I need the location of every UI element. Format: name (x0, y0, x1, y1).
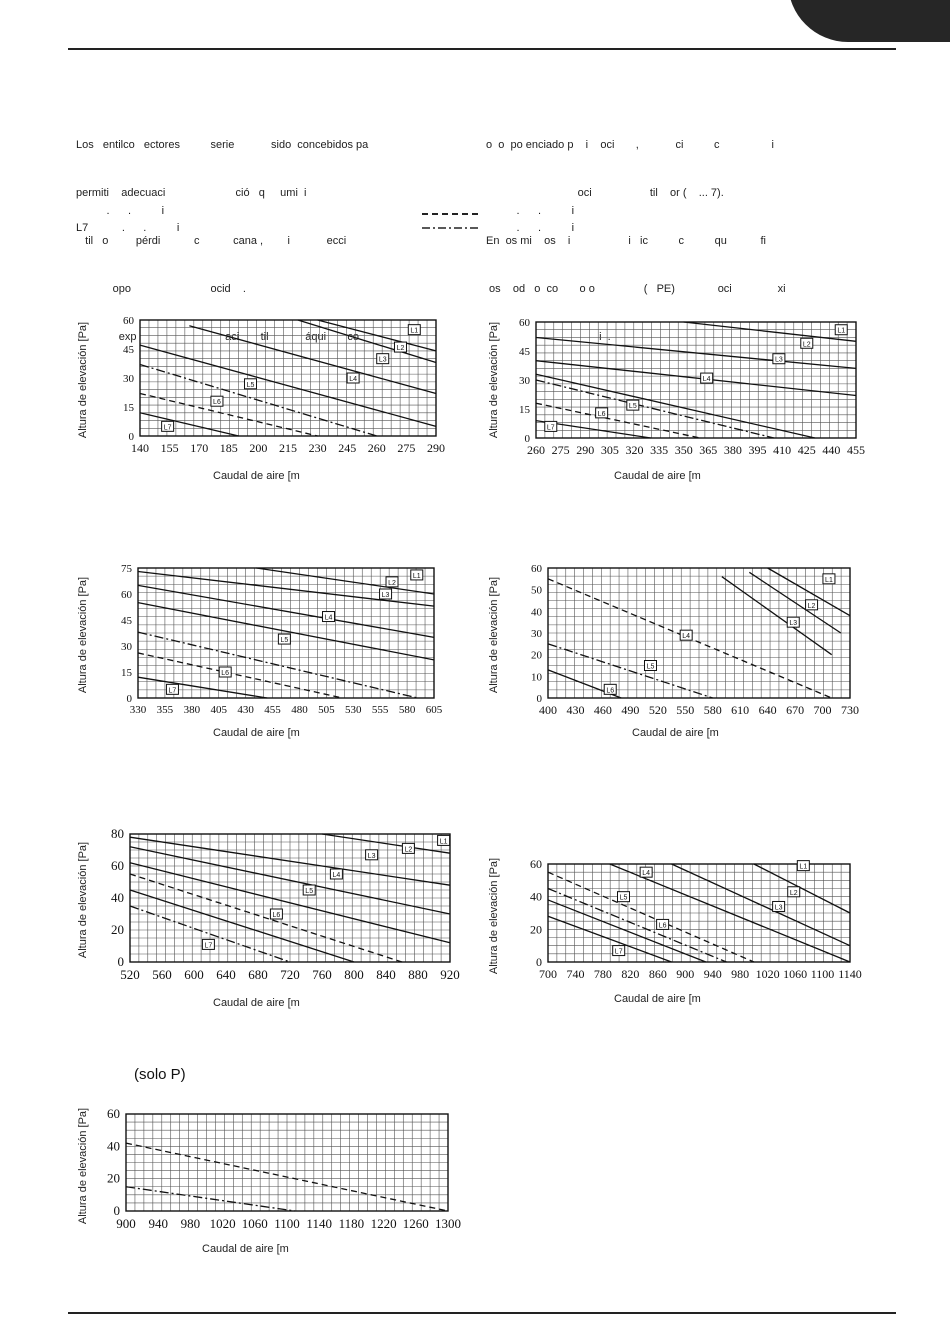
x-tick-label: 680 (248, 967, 268, 982)
section-tab (788, 0, 950, 42)
y-tick-label: 50 (531, 584, 542, 597)
series-label-l4 (701, 373, 713, 383)
series-label-l3 (773, 354, 785, 364)
y-tick-label: 10 (531, 671, 542, 684)
x-tick-label: 980 (180, 1216, 201, 1231)
x-tick-label: 260 (367, 441, 386, 455)
series-label-l4 (347, 373, 359, 383)
series-label-l1 (797, 861, 809, 871)
x-tick-label: 405 (210, 704, 227, 716)
y-tick-label: 60 (123, 315, 134, 327)
svg-text:L3: L3 (381, 592, 390, 599)
x-tick-label: 940 (148, 1216, 168, 1231)
x-tick-label: 430 (237, 704, 254, 716)
chart-grid (548, 864, 850, 962)
svg-text:L2: L2 (388, 579, 396, 587)
x-tick-label: 395 (748, 443, 767, 457)
intro-right-line: o o po enciado p i oci , ci c i (486, 139, 774, 151)
svg-text:L5: L5 (646, 663, 655, 671)
series-label-l1 (438, 835, 450, 845)
x-tick-label: 940 (703, 967, 722, 981)
y-tick-label: 40 (111, 890, 124, 905)
x-tick-label: 1060 (783, 967, 808, 981)
intro-right-line: i . (486, 331, 611, 343)
legend-left-row: L7 . . i (76, 222, 180, 234)
svg-text:L1: L1 (412, 572, 421, 580)
y-tick-label: 60 (107, 1106, 120, 1121)
series-label-l7 (202, 939, 214, 949)
x-tick-label: 605 (425, 704, 443, 716)
y-tick-label: 60 (121, 589, 132, 601)
x-tick-label: 1100 (274, 1216, 300, 1231)
series-label-l2 (394, 342, 406, 352)
x-axis-title: Caudal de aire [m (632, 727, 719, 739)
series-label-l5 (278, 634, 290, 644)
x-tick-label: 455 (847, 443, 865, 457)
series-label-l5 (303, 885, 315, 895)
x-tick-label: 670 (786, 703, 805, 717)
svg-text:L4: L4 (702, 376, 711, 384)
x-tick-label: 1100 (810, 967, 835, 981)
x-tick-label: 490 (621, 703, 640, 717)
footer-rule (68, 1312, 896, 1314)
series-label-l4 (330, 869, 342, 879)
y-tick-label: 20 (111, 922, 124, 937)
y-tick-label: 45 (121, 615, 132, 627)
y-tick-label: 15 (121, 667, 132, 679)
series-label-l2 (801, 338, 813, 348)
y-tick-label: 30 (519, 375, 530, 387)
y-tick-label: 0 (117, 954, 124, 969)
x-tick-label: 550 (676, 703, 695, 717)
x-tick-label: 460 (593, 703, 612, 717)
x-tick-label: 760 (312, 967, 332, 982)
x-tick-label: 430 (566, 703, 585, 717)
x-axis-title: Caudal de aire [m (202, 1243, 289, 1255)
x-tick-label: 155 (160, 441, 179, 455)
svg-text:L3: L3 (789, 620, 798, 628)
x-axis-title: Caudal de aire [m (213, 470, 300, 482)
fan-curve-chart-2 (506, 312, 868, 464)
series-label-l6 (596, 408, 608, 418)
chart-grid (548, 568, 850, 698)
intro-left-line: permiti adecuaci ció q umi i (76, 187, 307, 199)
x-tick-label: 410 (773, 443, 792, 457)
y-tick-label: 15 (123, 402, 134, 414)
series-label-l1 (823, 574, 835, 584)
y-axis-title: Altura de elevación [Pa] (488, 321, 500, 439)
svg-text:L7: L7 (614, 948, 623, 956)
intro-right-line: os od o co o o ( PE) oci xi (486, 283, 786, 295)
svg-text:L2: L2 (807, 602, 816, 610)
intro-left-line: til o pérdi c cana , i ecci (76, 235, 347, 247)
fan-curve-chart-3 (108, 560, 450, 722)
x-tick-label: 820 (621, 967, 640, 981)
x-tick-label: 440 (822, 443, 841, 457)
x-tick-label: 900 (676, 967, 695, 981)
intro-left-line: exp aci til áqui co (76, 331, 360, 343)
series-label-l6 (219, 667, 231, 677)
x-tick-label: 740 (566, 967, 585, 981)
y-tick-label: 80 (111, 826, 124, 841)
legend-right-row: . . i (486, 222, 575, 234)
series-label-l3 (377, 354, 389, 364)
series-label-l6 (604, 684, 616, 694)
y-axis-title: Altura de elevación [Pa] (488, 576, 500, 694)
series-label-l3 (366, 850, 378, 860)
y-tick-label: 60 (531, 563, 542, 575)
svg-text:L3: L3 (774, 356, 783, 364)
x-tick-label: 140 (131, 441, 149, 455)
svg-text:L3: L3 (774, 904, 783, 912)
x-tick-label: 260 (527, 443, 545, 457)
series-line-l7 (138, 677, 267, 698)
chart-grid (126, 1114, 448, 1211)
svg-text:L6: L6 (658, 922, 667, 930)
x-tick-label: 700 (813, 703, 832, 717)
legend-left-row: . . i (76, 205, 165, 217)
y-tick-label: 45 (519, 346, 530, 358)
x-axis-title: Caudal de aire [m (213, 997, 300, 1009)
x-tick-label: 480 (291, 704, 308, 716)
svg-text:L1: L1 (825, 576, 833, 584)
x-tick-label: 245 (338, 441, 357, 455)
svg-text:L5: L5 (246, 381, 255, 389)
x-tick-label: 1180 (338, 1216, 365, 1231)
svg-text:L4: L4 (324, 614, 333, 622)
series-label-l2 (402, 843, 414, 853)
intro-left-line: Los entilco ectores serie sido concebidos pa (76, 139, 369, 151)
x-tick-label: 640 (216, 967, 236, 982)
series-label-l2 (386, 577, 398, 587)
svg-text:L6: L6 (606, 687, 615, 695)
intro-right-line: En os mi os i i ic c qu fi (486, 235, 766, 247)
x-tick-label: 215 (279, 441, 297, 455)
series-label-l7 (613, 946, 625, 956)
y-tick-label: 30 (123, 373, 134, 385)
x-axis-title: Caudal de aire [m (614, 993, 701, 1005)
series-label-l3 (773, 901, 785, 911)
legend-dashed-line (422, 213, 478, 215)
series-label-l7 (545, 421, 557, 431)
x-tick-label: 275 (397, 441, 416, 455)
intro-left-line: opo ocid . (76, 283, 246, 295)
y-tick-label: 40 (530, 889, 542, 904)
svg-text:L2: L2 (802, 341, 811, 349)
x-tick-label: 200 (249, 441, 268, 455)
x-tick-label: 1140 (838, 967, 862, 981)
x-tick-label: 330 (129, 704, 147, 716)
y-tick-label: 20 (531, 649, 542, 662)
x-tick-label: 600 (184, 967, 204, 982)
y-tick-label: 0 (128, 431, 134, 443)
header-rule (68, 48, 896, 50)
y-tick-label: 30 (121, 641, 132, 653)
x-tick-label: 505 (318, 704, 335, 716)
x-tick-label: 580 (398, 704, 416, 716)
x-tick-label: 1300 (435, 1216, 461, 1231)
y-tick-label: 20 (107, 1170, 120, 1186)
x-tick-label: 560 (152, 967, 172, 982)
y-tick-label: 0 (113, 1203, 120, 1218)
svg-text:L3: L3 (367, 852, 376, 860)
svg-text:L7: L7 (546, 424, 555, 432)
x-tick-label: 380 (723, 443, 742, 457)
fan-curve-chart-6 (508, 854, 870, 992)
svg-text:L4: L4 (332, 872, 341, 879)
x-tick-label: 1260 (402, 1216, 429, 1231)
legend-dashdot-line (422, 225, 480, 231)
x-tick-label: 400 (539, 703, 557, 717)
x-tick-label: 320 (625, 443, 644, 457)
fan-curve-chart-7 (90, 1104, 470, 1240)
x-tick-label: 1020 (209, 1216, 236, 1231)
x-tick-label: 335 (650, 443, 669, 457)
svg-text:L1: L1 (799, 863, 808, 871)
y-tick-label: 0 (536, 693, 542, 705)
svg-text:L5: L5 (305, 888, 314, 895)
series-line-unnamed (126, 1187, 295, 1211)
y-tick-label: 40 (107, 1138, 120, 1154)
x-axis-title: Caudal de aire [m (213, 727, 300, 739)
x-tick-label: 530 (345, 704, 362, 716)
series-label-l4 (640, 867, 652, 877)
series-label-l3 (380, 589, 392, 599)
x-tick-label: 640 (758, 703, 777, 717)
svg-text:L7: L7 (163, 424, 172, 432)
svg-text:L1: L1 (439, 838, 448, 846)
series-label-l5 (627, 400, 639, 410)
series-line-l3 (189, 326, 436, 394)
y-tick-label: 75 (121, 563, 132, 575)
x-tick-label: 920 (440, 967, 460, 982)
x-tick-label: 900 (116, 1216, 136, 1231)
x-tick-label: 610 (731, 703, 750, 717)
x-tick-label: 980 (731, 967, 750, 981)
y-tick-label: 60 (530, 857, 542, 871)
series-line-l4 (140, 345, 436, 426)
svg-text:L4: L4 (642, 870, 651, 878)
x-tick-label: 840 (376, 967, 396, 982)
svg-text:L5: L5 (628, 403, 637, 411)
x-tick-label: 230 (308, 441, 327, 455)
x-tick-label: 580 (703, 703, 722, 717)
x-tick-label: 365 (699, 443, 718, 457)
section-title: (solo P) (134, 1066, 186, 1083)
series-line-l6 (130, 890, 354, 962)
svg-text:L2: L2 (396, 345, 405, 353)
y-axis-title: Altura de elevación [Pa] (77, 576, 89, 694)
x-tick-label: 730 (841, 703, 859, 717)
y-tick-label: 45 (123, 344, 134, 356)
series-line-l1 (684, 322, 856, 341)
y-axis-title: Altura de elevación [Pa] (77, 321, 89, 439)
fan-curve-chart-1 (100, 312, 450, 462)
svg-text:L4: L4 (349, 376, 358, 383)
series-label-l5 (644, 661, 656, 671)
series-label-l6 (270, 909, 282, 919)
y-axis-title: Altura de elevación [Pa] (77, 1107, 89, 1225)
x-tick-label: 275 (551, 443, 570, 457)
y-axis-title: Altura de elevación [Pa] (77, 841, 89, 959)
x-tick-label: 520 (120, 967, 140, 982)
y-tick-label: 0 (126, 693, 132, 705)
series-line-l7 (548, 916, 672, 962)
y-tick-label: 40 (531, 606, 542, 619)
x-tick-label: 290 (576, 443, 595, 457)
x-tick-label: 425 (797, 443, 816, 457)
svg-text:L3: L3 (378, 356, 387, 364)
y-axis-title: Altura de elevación [Pa] (488, 857, 500, 975)
x-tick-label: 1060 (241, 1216, 268, 1231)
x-tick-label: 520 (648, 703, 667, 717)
series-label-l4 (323, 612, 335, 622)
intro-right-line: oci til or ( ... 7). (486, 187, 724, 199)
series-line-l7 (140, 413, 239, 436)
x-tick-label: 185 (219, 441, 238, 455)
x-tick-label: 555 (371, 704, 389, 716)
svg-text:L1: L1 (837, 327, 846, 335)
x-tick-label: 170 (190, 441, 209, 455)
legend-right-row: . . i (486, 205, 575, 217)
series-line-l1 (322, 834, 450, 853)
x-tick-label: 700 (539, 967, 557, 981)
series-line-l6 (548, 900, 706, 962)
series-label-l1 (835, 325, 847, 335)
series-label-l5 (618, 892, 630, 902)
x-axis-title: Caudal de aire [m (614, 470, 701, 482)
svg-text:L4: L4 (682, 633, 691, 641)
svg-text:L7: L7 (168, 687, 177, 695)
series-label-l3 (787, 617, 799, 627)
x-tick-label: 305 (600, 443, 619, 457)
series-label-l1 (411, 570, 423, 580)
series-label-l6 (657, 919, 669, 929)
y-tick-label: 60 (111, 858, 124, 873)
y-tick-label: 30 (531, 628, 542, 640)
svg-text:L6: L6 (272, 912, 281, 919)
x-tick-label: 355 (156, 704, 174, 716)
x-tick-label: 880 (408, 967, 428, 982)
x-tick-label: 350 (674, 443, 693, 457)
x-tick-label: 720 (280, 967, 300, 982)
series-label-l6 (211, 396, 223, 406)
series-label-l1 (408, 325, 420, 335)
x-tick-label: 860 (648, 967, 667, 981)
x-tick-label: 780 (593, 967, 612, 981)
svg-text:L5: L5 (619, 894, 628, 902)
x-tick-label: 1020 (755, 967, 780, 981)
series-label-l7 (166, 684, 178, 694)
series-label-l4 (680, 630, 692, 640)
series-line-l4 (548, 872, 754, 962)
x-tick-label: 1140 (306, 1216, 332, 1231)
svg-text:L2: L2 (404, 846, 413, 854)
fan-curve-chart-4 (514, 560, 862, 722)
y-tick-label: 20 (530, 922, 542, 937)
svg-text:L6: L6 (221, 670, 230, 677)
x-tick-label: 455 (264, 704, 281, 716)
x-tick-label: 380 (183, 704, 201, 716)
svg-text:L2: L2 (789, 889, 798, 897)
series-label-l2 (806, 600, 818, 610)
series-label-l5 (245, 379, 257, 389)
x-tick-label: 290 (427, 441, 445, 455)
series-label-l2 (788, 887, 800, 897)
y-tick-label: 15 (519, 404, 530, 416)
svg-text:L7: L7 (204, 942, 213, 950)
svg-text:L6: L6 (597, 410, 606, 418)
series-label-l7 (162, 421, 174, 431)
svg-text:L1: L1 (410, 327, 419, 335)
x-tick-label: 1220 (370, 1216, 397, 1231)
fan-curve-chart-5 (94, 824, 466, 990)
svg-text:L6: L6 (213, 399, 221, 407)
y-tick-label: 60 (519, 317, 530, 329)
svg-text:L5: L5 (280, 637, 289, 645)
y-tick-label: 0 (536, 955, 542, 969)
y-tick-label: 0 (524, 433, 530, 445)
x-tick-label: 800 (344, 967, 364, 982)
